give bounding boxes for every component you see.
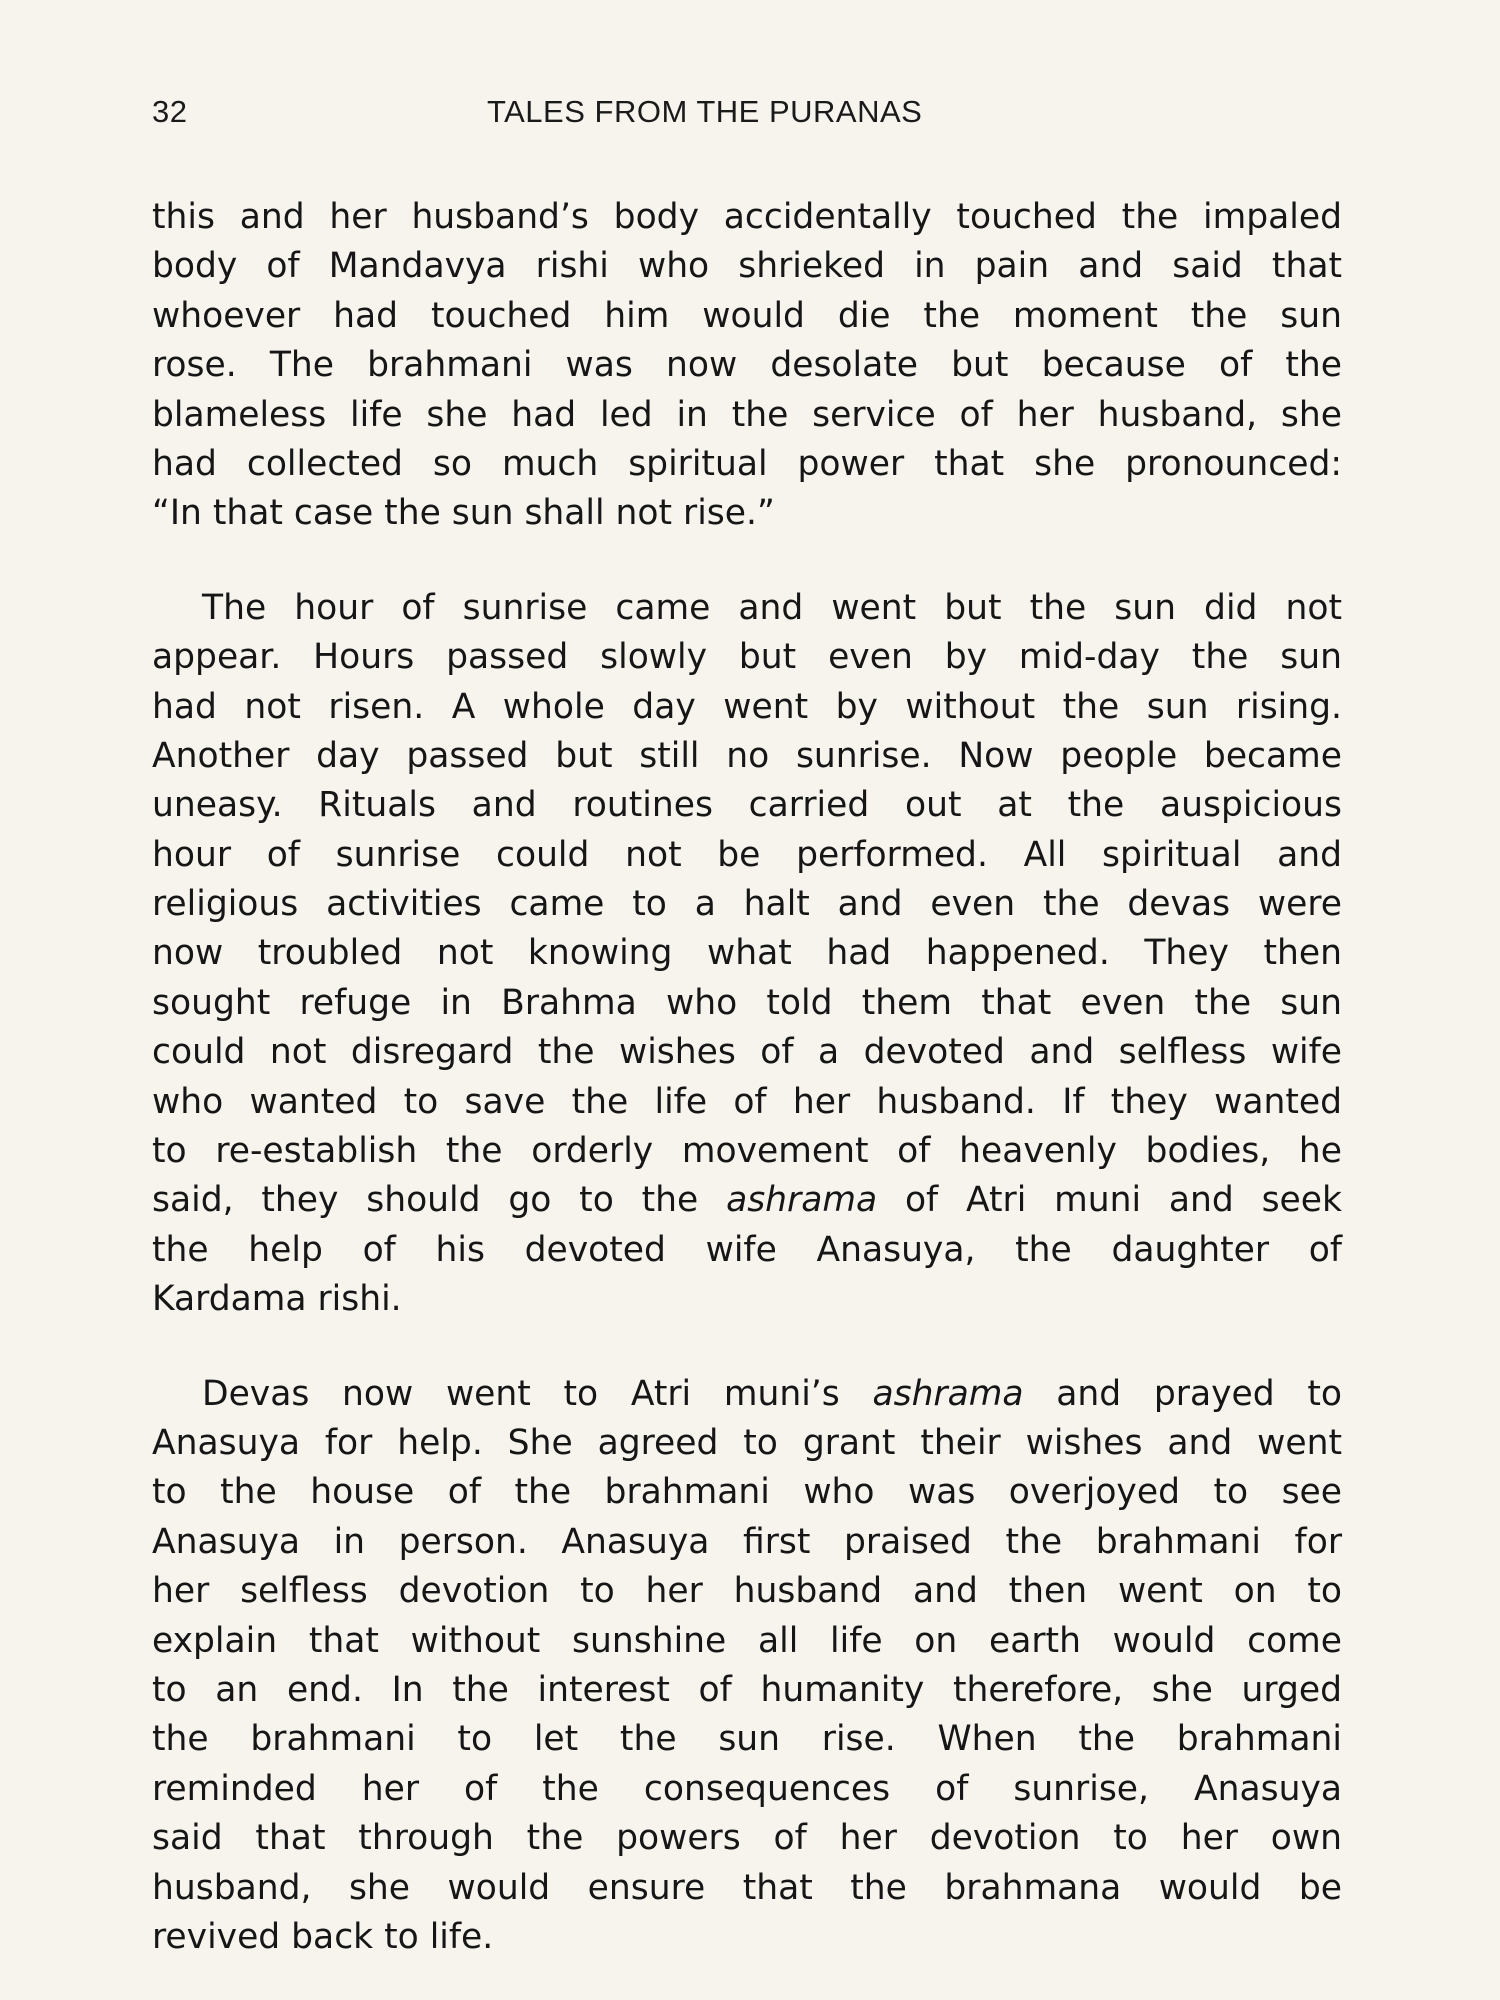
text-segment: and prayed to <box>1023 1373 1342 1414</box>
paragraph-2 <box>152 584 1342 1325</box>
text-line: husband, she would ensure that the brahmana would be <box>152 1867 1342 1908</box>
text-line: body of Mandavya rishi who shrieked in pain and said that <box>152 246 1342 287</box>
paragraph-1 <box>152 193 1342 539</box>
page-number: 32 <box>152 94 188 129</box>
text-line: blameless life she had led in the service of her husband, she <box>152 394 1342 435</box>
text-line: rose. The brahmani was now desolate but because of the <box>152 345 1342 386</box>
body-text <box>152 193 1342 1962</box>
paragraph-3 <box>152 1370 1342 1963</box>
paragraph-gap <box>152 539 1342 584</box>
text-line: “In that case the sun shall not rise.” <box>152 493 775 534</box>
text-line: the brahmani to let the sun rise. When the brahmani <box>152 1719 1342 1760</box>
text-segment: said, they should go to the <box>152 1180 727 1221</box>
text-line: religious activities came to a halt and even the devas were <box>152 884 1342 925</box>
text-line: Another day passed but still no sunrise. Now people became <box>152 735 1342 776</box>
text-line: sought refuge in Brahma who told them that even the sun <box>152 982 1342 1023</box>
text-line: to an end. In the interest of humanity therefore, she urged <box>152 1669 1342 1710</box>
paragraph-gap <box>152 1325 1342 1370</box>
text-segment: Devas now went to Atri muni’s <box>202 1373 873 1414</box>
text-line: Kardama rishi. <box>152 1279 402 1320</box>
text-line: hour of sunrise could not be performed. All spiritual and <box>152 834 1342 875</box>
italic-term: ashrama <box>872 1373 1024 1414</box>
text-line: who wanted to save the life of her husband. If they wanted <box>152 1081 1342 1122</box>
text-line: appear. Hours passed slowly but even by mid-day the sun <box>152 637 1342 678</box>
text-line: to the house of the brahmani who was overjoyed to see <box>152 1472 1342 1513</box>
text-line: Anasuya in person. Anasuya first praised the brahmani for <box>152 1521 1342 1562</box>
text-line: this and her husband’s body accidentally touched the impaled <box>152 197 1342 237</box>
text-line: revived back to life. <box>152 1916 494 1957</box>
text-line: had not risen. A whole day went by without the sun rising. <box>152 686 1342 727</box>
text-line: could not disregard the wishes of a devoted and selfless wife <box>152 1032 1342 1073</box>
text-line: the help of his devoted wife Anasuya, the daughter of <box>152 1229 1342 1270</box>
italic-term: ashrama <box>726 1180 878 1221</box>
text-line-with-italic <box>152 1370 1342 1419</box>
running-title: TALES FROM THE PURANAS <box>487 94 923 129</box>
text-line: had collected so much spiritual power that she pronounced: <box>152 443 1342 484</box>
text-line: The hour of sunrise came and went but the sun did not <box>202 587 1342 628</box>
text-line: whoever had touched him would die the moment the sun <box>152 295 1342 336</box>
text-line: reminded her of the consequences of sunrise, Anasuya <box>152 1768 1342 1809</box>
text-line: said that through the powers of her devotion to her own <box>152 1818 1342 1859</box>
text-line: to re-establish the orderly movement of heavenly bodies, he <box>152 1131 1342 1172</box>
text-segment: of Atri muni and seek <box>877 1180 1342 1221</box>
page-header <box>152 94 1342 134</box>
text-line: Anasuya for help. She agreed to grant their wishes and went <box>152 1422 1342 1463</box>
text-line-with-italic <box>152 1176 1342 1225</box>
text-line: uneasy. Rituals and routines carried out at the auspicious <box>152 785 1342 826</box>
text-line: now troubled not knowing what had happened. They then <box>152 933 1342 974</box>
text-line: her selfless devotion to her husband and then went on to <box>152 1571 1342 1612</box>
text-line: explain that without sunshine all life on earth would come <box>152 1620 1342 1661</box>
